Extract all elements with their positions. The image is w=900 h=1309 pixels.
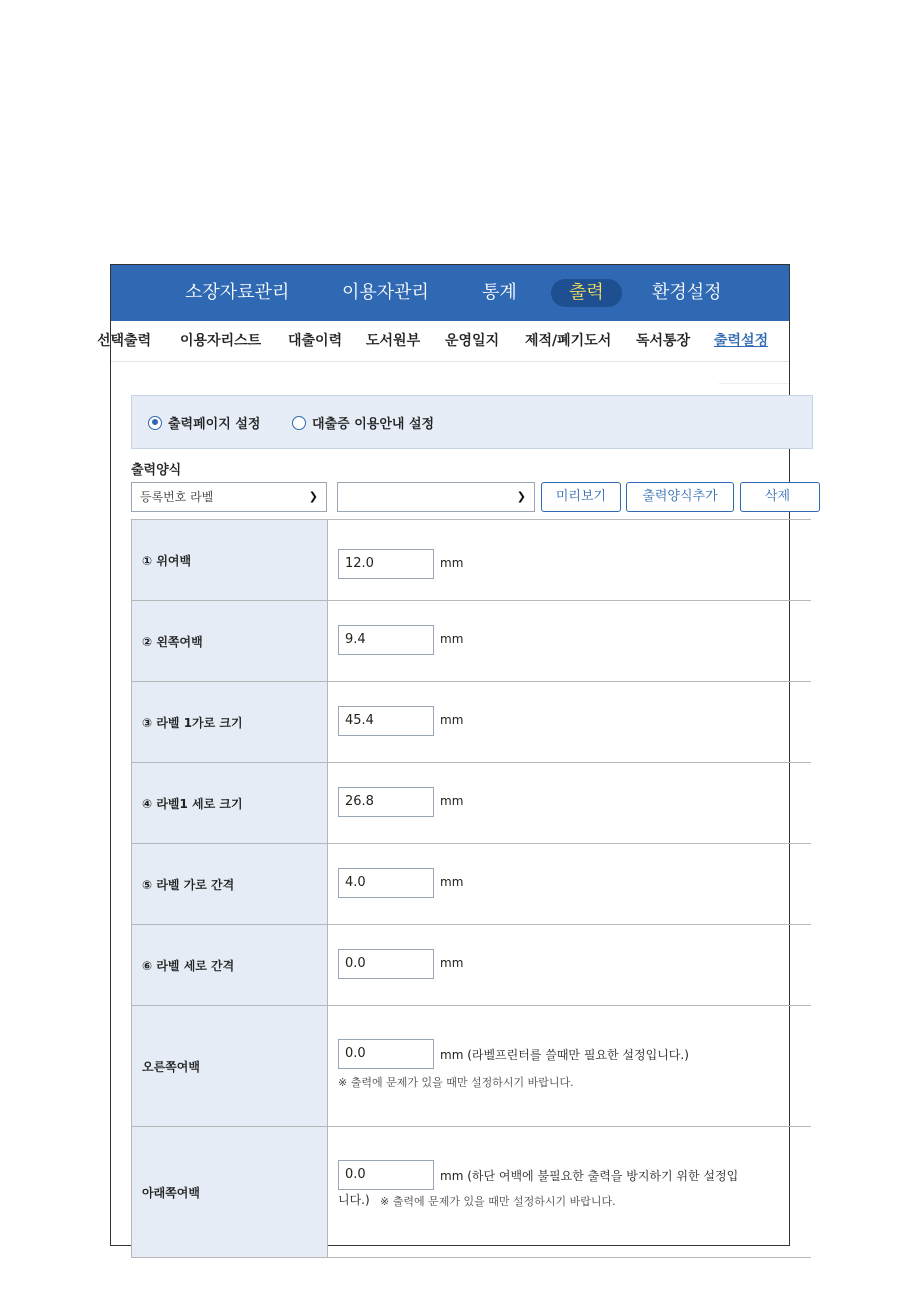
- label-height-input[interactable]: 26.8: [338, 787, 434, 817]
- unit-label: mm: [440, 956, 464, 970]
- row-label: ⑥ 라벨 세로 간격: [131, 925, 328, 1005]
- setting-type-panel: [131, 395, 813, 449]
- divider: [719, 383, 789, 384]
- row-label: ② 왼쪽여백: [131, 601, 328, 681]
- top-navigation: [111, 265, 789, 321]
- table-row: [131, 601, 811, 682]
- label-width-input[interactable]: 45.4: [338, 706, 434, 736]
- unit-label-continued: 니다.): [338, 1193, 370, 1207]
- nav-collection[interactable]: 소장자료관리: [185, 282, 290, 303]
- table-row: [131, 682, 811, 763]
- subnav-print-settings[interactable]: 출력설정: [714, 333, 769, 349]
- nav-print[interactable]: 출력: [551, 279, 622, 307]
- format-select-value: 등록번호 라벨: [140, 490, 214, 504]
- unit-label: mm: [440, 556, 464, 570]
- table-row: [131, 925, 811, 1006]
- horizontal-gap-input[interactable]: 4.0: [338, 868, 434, 898]
- row-label: 아래쪽여백: [131, 1127, 328, 1257]
- subnav-reading-passbook[interactable]: 독서통장: [636, 333, 691, 349]
- radio-loan-card-label: 대출증 이용안내 설정: [312, 417, 435, 432]
- unit-label: mm: [440, 632, 464, 646]
- app-frame: [97, 264, 791, 1246]
- top-margin-input[interactable]: 12.0: [338, 549, 434, 579]
- right-margin-input[interactable]: 0.0: [338, 1039, 434, 1069]
- radio-checked-icon: [148, 416, 162, 430]
- table-row: [131, 1006, 811, 1127]
- row-label: ④ 라벨1 세로 크기: [131, 763, 328, 843]
- unit-label: mm (라벨프린터를 쓸때만 필요한 설정입니다.): [440, 1048, 689, 1062]
- settings-table: [131, 519, 811, 1258]
- subnav-discarded-books[interactable]: 제적/폐기도서: [525, 333, 612, 349]
- print-format-label: 출력양식: [131, 463, 182, 478]
- add-format-button[interactable]: 출력양식추가: [626, 482, 734, 512]
- subformat-select[interactable]: [337, 482, 535, 512]
- format-select[interactable]: [131, 482, 327, 512]
- help-note: ※ 출력에 문제가 있을 때만 설정하시기 바랍니다.: [338, 1076, 574, 1089]
- delete-button[interactable]: 삭제: [740, 482, 820, 512]
- subnav-operation-log[interactable]: 운영일지: [445, 333, 500, 349]
- nav-statistics[interactable]: 통계: [482, 282, 517, 303]
- radio-page-setting-label: 출력페이지 설정: [168, 417, 261, 432]
- nav-settings[interactable]: 환경설정: [652, 282, 722, 303]
- preview-button[interactable]: 미리보기: [541, 482, 621, 512]
- table-row: [131, 1127, 811, 1258]
- unit-label: mm: [440, 875, 464, 889]
- unit-label: mm: [440, 794, 464, 808]
- row-label: ③ 라벨 1가로 크기: [131, 682, 328, 762]
- radio-loan-card-setting[interactable]: [292, 413, 434, 432]
- row-label: ① 위여백: [131, 520, 328, 600]
- table-row: [131, 763, 811, 844]
- help-note: ※ 출력에 문제가 있을 때만 설정하시기 바랍니다.: [380, 1195, 616, 1208]
- nav-users[interactable]: 이용자관리: [342, 282, 429, 303]
- unit-label: mm: [440, 713, 464, 727]
- sub-navigation: [97, 321, 789, 362]
- vertical-gap-input[interactable]: 0.0: [338, 949, 434, 979]
- subnav-loan-history[interactable]: 대출이력: [288, 333, 343, 349]
- chevron-down-icon: ❯: [516, 490, 526, 503]
- radio-unchecked-icon: [292, 416, 306, 430]
- subnav-user-list[interactable]: 이용자리스트: [180, 333, 262, 349]
- subnav-book-register[interactable]: 도서원부: [366, 333, 421, 349]
- row-label: ⑤ 라벨 가로 간격: [131, 844, 328, 924]
- chevron-down-icon: ❯: [308, 490, 318, 503]
- row-label: 오른쪽여백: [131, 1006, 328, 1126]
- unit-label: mm (하단 여백에 불필요한 출력을 방지하기 위한 설정입: [440, 1169, 739, 1183]
- subnav-select-print[interactable]: 선택출력: [97, 333, 152, 349]
- bottom-margin-input[interactable]: 0.0: [338, 1160, 434, 1190]
- table-row: [131, 520, 811, 601]
- radio-page-setting[interactable]: [148, 413, 260, 432]
- left-margin-input[interactable]: 9.4: [338, 625, 434, 655]
- table-row: [131, 844, 811, 925]
